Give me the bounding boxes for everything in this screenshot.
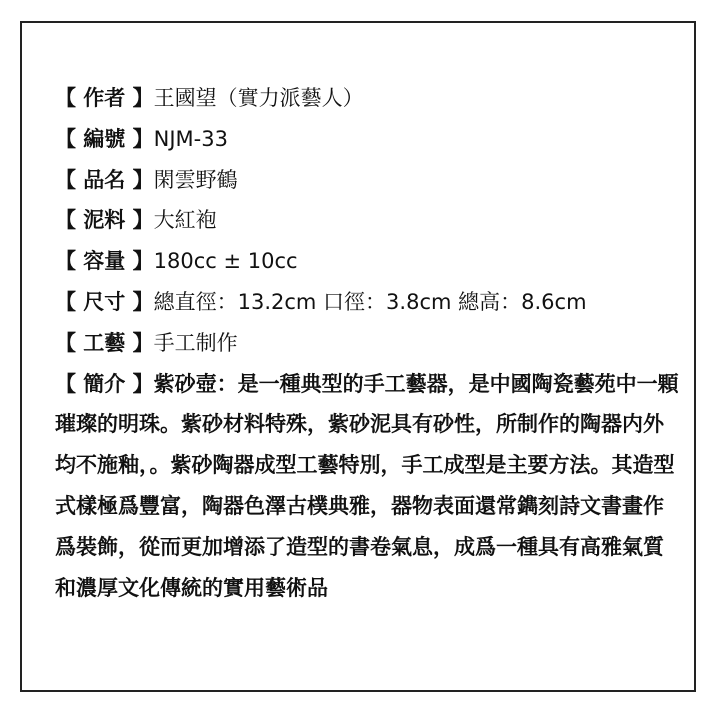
- field-value: 總直徑：13.2cm 口徑：3.8cm 總高：8.6cm: [153, 289, 587, 314]
- field-label: 【 尺寸 】: [55, 289, 154, 314]
- info-card: [20, 21, 696, 692]
- field-label: 【 編號 】: [55, 126, 154, 151]
- field-label: 【 容量 】: [55, 249, 154, 274]
- field-value: 手工制作: [153, 330, 238, 355]
- field-craft: [55, 323, 680, 364]
- field-label: 【 作者 】: [55, 86, 154, 110]
- field-label: 【 泥料 】: [55, 208, 154, 233]
- field-label: 【 工藝 】: [55, 330, 154, 355]
- field-value: NJM-33: [153, 126, 228, 151]
- field-value: 180cc ± 10cc: [153, 249, 298, 274]
- intro-text: 紫砂壺：是一種典型的手工藝器，是中國陶瓷藝苑中一顆璀璨的明珠。紫砂材料特殊，紫砂泥具有砂性，所制作的陶器内外均不施釉，。紫砂陶器成型工藝特別，手工成型是主要方法。其造型式樣極爲豐富，陶器色澤古樸典雅，器物表面還常鐫刻詩文書畫作爲裝飾，從而更加增添了造型的書卷氣息，成爲一種具有高雅氣質和濃厚文化傳統的實用藝術品: [55, 371, 679, 600]
- field-number: [55, 119, 680, 160]
- field-capacity: [55, 241, 680, 282]
- field-value: 閑雲野鶴: [153, 167, 238, 192]
- field-name: [55, 160, 680, 201]
- intro-paragraph: [55, 364, 680, 609]
- field-clay: [55, 200, 680, 241]
- field-label: 【 品名 】: [55, 167, 154, 192]
- field-author: [55, 78, 680, 119]
- product-info: [55, 78, 680, 608]
- intro-label: 【 簡介 】: [55, 371, 154, 396]
- field-value: 王國望（實力派藝人）: [153, 86, 364, 110]
- field-size: [55, 282, 680, 323]
- field-value: 大紅袍: [153, 208, 217, 233]
